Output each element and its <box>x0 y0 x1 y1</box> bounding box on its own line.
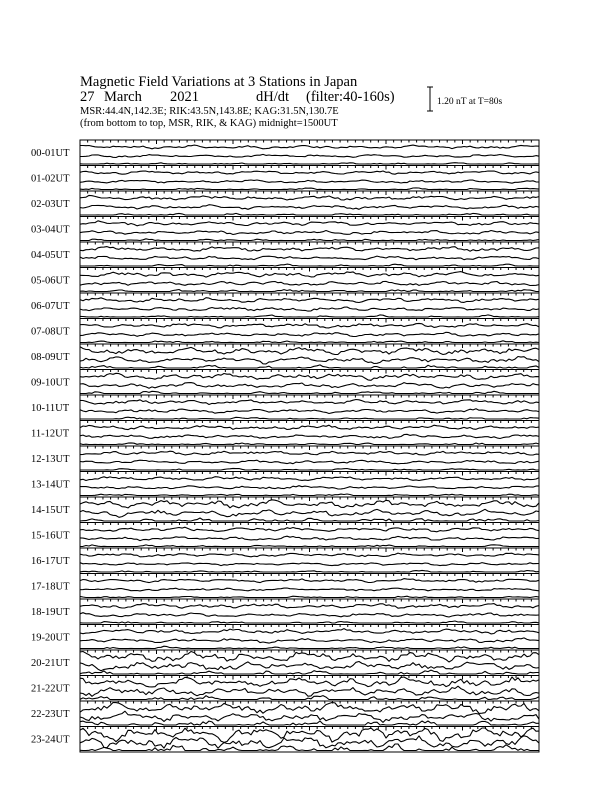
chart-header <box>80 74 502 129</box>
trace-rik <box>80 434 539 438</box>
hour-panels <box>80 140 539 752</box>
filter-label: (filter:40-160s) <box>306 89 395 105</box>
trace-msr <box>80 315 539 317</box>
hour-panel <box>80 497 539 523</box>
hour-label: 07-08UT <box>31 326 70 338</box>
quantity-label: dH/dt <box>256 89 290 105</box>
trace-msr <box>80 596 539 597</box>
date-month: March <box>104 89 142 105</box>
hour-label: 05-06UT <box>31 275 70 287</box>
hour-label: 16-17UT <box>31 556 70 567</box>
trace-rik <box>80 662 539 671</box>
station-coordinates: MSR:44.4N,142.3E; RIK:43.5N,143.8E; KAG:31.5N,130.7E <box>80 106 339 117</box>
hour-panel <box>80 268 539 294</box>
trace-rik <box>80 736 539 748</box>
hour-label: 22-23UT <box>31 709 70 720</box>
hour-label: 01-02UT <box>31 173 70 185</box>
trace-rik <box>80 357 539 364</box>
hour-label: 09-10UT <box>31 377 70 389</box>
trace-msr <box>80 545 539 547</box>
trace-msr <box>80 621 539 623</box>
trace-kag <box>80 553 539 557</box>
hour-panel <box>80 625 539 651</box>
trace-kag <box>80 145 539 149</box>
trace-kag <box>80 221 539 226</box>
trace-rik <box>80 154 539 157</box>
hour-panel <box>80 293 539 319</box>
hour-panel <box>80 217 539 243</box>
trace-kag <box>80 272 539 278</box>
trace-kag <box>80 527 539 532</box>
trace-rik <box>80 460 539 464</box>
trace-msr <box>80 443 539 445</box>
hour-label: 18-19UT <box>31 607 70 618</box>
hour-panel <box>80 344 539 370</box>
hour-panel <box>80 446 539 472</box>
trace-kag <box>80 579 539 583</box>
trace-msr <box>80 264 539 266</box>
trace-rik <box>80 613 539 617</box>
trace-msr <box>80 290 539 292</box>
trace-msr <box>80 239 539 241</box>
hour-panel <box>80 319 539 345</box>
trace-msr <box>80 163 539 164</box>
trace-rik <box>80 536 539 540</box>
hour-label: 12-13UT <box>31 454 70 465</box>
trace-rik <box>80 231 539 235</box>
trace-msr <box>80 188 539 190</box>
hour-label: 11-12UT <box>31 428 70 440</box>
hour-label: 14-15UT <box>31 505 70 516</box>
trace-msr <box>80 646 539 648</box>
trace-msr <box>80 670 539 674</box>
trace-rik <box>80 588 539 591</box>
hour-labels <box>31 148 70 746</box>
hour-label: 17-18UT <box>31 581 70 593</box>
trace-msr <box>80 721 539 725</box>
hour-label: 19-20UT <box>31 632 70 644</box>
hour-label: 10-11UT <box>31 403 70 414</box>
hour-panel <box>80 574 539 600</box>
trace-rik <box>80 332 539 336</box>
trace-rik <box>80 383 539 389</box>
trace-kag <box>80 604 539 609</box>
trace-msr <box>80 391 539 393</box>
trace-kag <box>80 400 539 405</box>
trace-rik <box>80 711 539 722</box>
date-year: 2021 <box>170 89 199 105</box>
hour-panel <box>80 191 539 217</box>
hour-panel <box>80 523 539 549</box>
trace-rik <box>80 256 539 260</box>
scale-bar-label: 1.20 nT at T=80s <box>437 97 503 107</box>
trace-msr <box>80 494 539 496</box>
hour-label: 08-09UT <box>31 352 70 363</box>
hour-panel <box>80 140 539 166</box>
trace-kag <box>80 247 539 252</box>
hour-label: 21-22UT <box>31 683 70 695</box>
trace-rik <box>80 486 539 489</box>
trace-kag <box>80 323 539 328</box>
hour-label: 13-14UT <box>31 479 70 491</box>
hour-label: 03-04UT <box>31 224 70 236</box>
trace-kag <box>80 477 539 481</box>
trace-rik <box>80 409 539 414</box>
hour-label: 04-05UT <box>31 250 70 261</box>
date-day: 27 <box>80 89 95 105</box>
hour-panel <box>80 421 539 447</box>
scale-bar <box>427 87 502 111</box>
hour-panel <box>80 370 539 396</box>
hour-label: 06-07UT <box>31 301 70 312</box>
station-order-note: (from bottom to top, MSR, RIK, & KAG) midnight=1500UT <box>80 118 338 129</box>
trace-msr <box>80 744 539 751</box>
hour-panel <box>80 472 539 498</box>
trace-kag <box>80 500 539 508</box>
trace-rik <box>80 686 539 696</box>
hour-label: 20-21UT <box>31 658 70 669</box>
trace-rik <box>80 509 539 517</box>
hour-panel <box>80 395 539 421</box>
hour-label: 02-03UT <box>31 199 70 210</box>
trace-msr <box>80 365 539 368</box>
trace-msr <box>80 341 539 343</box>
trace-rik <box>80 281 539 285</box>
trace-msr <box>80 570 539 572</box>
trace-rik <box>80 205 539 210</box>
trace-msr <box>80 468 539 470</box>
trace-msr <box>80 417 539 419</box>
trace-kag <box>80 298 539 303</box>
hour-panel <box>80 166 539 192</box>
trace-kag <box>80 373 539 380</box>
trace-kag <box>80 451 539 455</box>
trace-rik <box>80 638 539 643</box>
trace-kag <box>80 195 539 200</box>
trace-msr <box>80 213 539 215</box>
trace-kag <box>80 629 539 634</box>
hour-panel <box>80 701 539 727</box>
hour-panel <box>80 727 539 753</box>
hour-panel <box>80 676 539 702</box>
trace-kag <box>80 425 539 429</box>
hour-label: 00-01UT <box>31 148 70 159</box>
trace-msr <box>80 518 539 521</box>
hour-panel <box>80 599 539 625</box>
trace-kag <box>80 171 539 174</box>
hour-panel <box>80 650 539 676</box>
hour-label: 15-16UT <box>31 530 70 542</box>
trace-rik <box>80 563 539 566</box>
chart-title: Magnetic Field Variations at 3 Stations in Japan <box>80 74 358 90</box>
hour-label: 23-24UT <box>31 734 70 746</box>
trace-rik <box>80 307 539 311</box>
hour-panel <box>80 242 539 268</box>
hour-panel <box>80 548 539 574</box>
trace-rik <box>80 180 539 183</box>
